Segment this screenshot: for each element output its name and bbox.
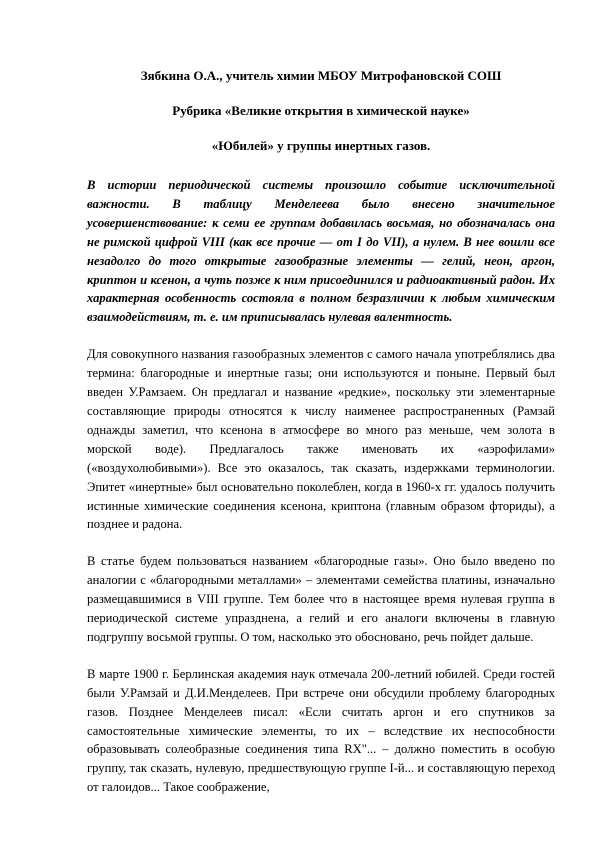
intro-paragraph: В истории периодической системы произошло событие исключительной важности. В таблицу Менделеева было внесено значительное усовершенствование: к семи ее группам добавилась восьмая, но обозначалась она не римской цифрой VIII (как все прочие — от I до VII), а нулем. В нее вошли все незадолго до того открытые газообразные элементы — гелий, неон, аргон, криптон и ксенон, а чуть позже к ним присоединился и радиоактивный радон. Их характерная особенность состояла в полном безразличии к любым химическим взаимодействиям, т. е. им приписывалась нулевая валентность.	[87, 178, 555, 325]
rubric-heading: Рубрика «Великие открытия в химической науке»	[172, 103, 470, 118]
body-paragraph-1: Для совокупного названия газообразных элементов с самого начала употреблялись два термина: благородные и инертные газы; они используются и поныне. Первый был введен У.Рамзаем. Он предлагал и название «редкие», поскольку эти элементарные составляющие природы относятся к числу наименее распространенных (Рамзай однажды заметил, что ксенона в атмосфере во много раз меньше, чем золота в морской воде). Предлагалось также именовать их «аэрофилами» («воздухолюбивыми»). Все это оказалось, так сказать, издержками терминологии. Эпитет «инертные» был основательно поколеблен, когда в 1960-х гг. удалось получить истинные химические соединения ксенона, криптона (главным образом фториды), а позднее и радона.	[87, 347, 555, 532]
article-title: «Юбилей» у группы инертных газов.	[211, 138, 431, 153]
author-line: Зябкина О.А., учитель химии МБОУ Митрофановской СОШ	[140, 68, 502, 83]
body-paragraph-3: В марте 1900 г. Берлинская академия наук отмечала 200-летний юбилей. Среди гостей были У.Рамзай и Д.И.Менделеев. При встрече они обсудили проблему благородных газов. Позднее Менделеев писал: «Если считать аргон и его спутников за самостоятельные химические элементы, то их – вследствие их неспособности образовывать солеобразные соединения типа RX"... – должно поместить в особую группу, так сказать, нулевую, предшествующую группе I-й... и составляющую переход от галоидов... Такое соображение,	[87, 666, 555, 795]
body-paragraph-2: В статье будем пользоваться названием «благородные газы». Оно было введено по аналогии с «благородными металлами» – элементами семейства платины, изначально размещавшимися в VIII группе. Тем более что в настоящее время нулевая группа в периодической системе упразднена, а гелий и его аналоги включены в главную подгруппу восьмой группы. О том, насколько это обосновано, речь пойдет дальше.	[87, 554, 555, 644]
document-body	[87, 68, 555, 815]
